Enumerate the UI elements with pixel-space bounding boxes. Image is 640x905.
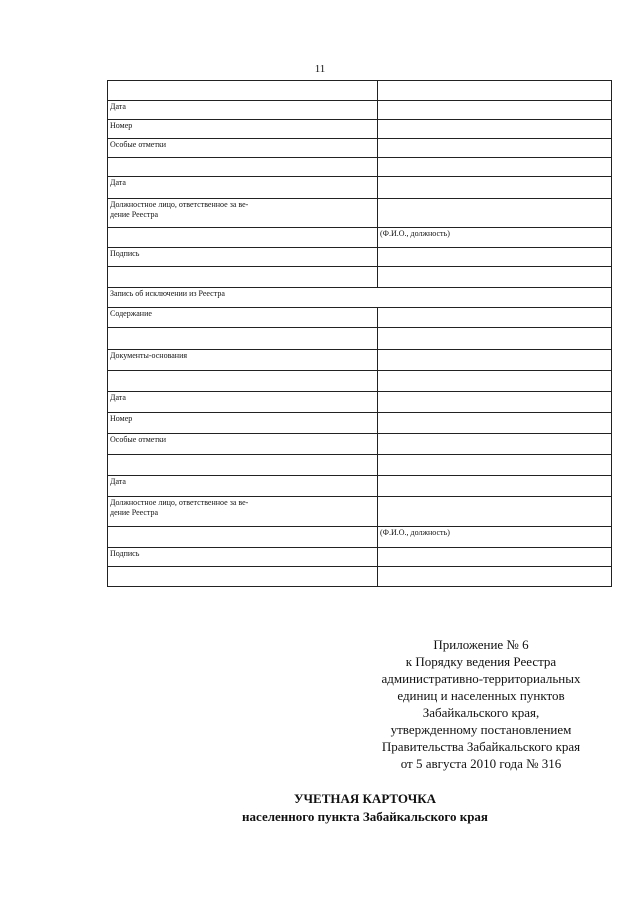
card-title: УЧЕТНАЯ КАРТОЧКА: [293, 791, 437, 806]
appendix-line: единиц и населенных пунктов: [397, 688, 565, 703]
table-row: [108, 308, 612, 328]
field-value-cell: [378, 350, 612, 371]
appendix-line: Правительства Забайкальского края: [381, 739, 581, 754]
field-value-cell: [378, 81, 612, 101]
field-label-cell: [108, 328, 378, 350]
field-value-cell: [378, 328, 612, 350]
table-row: [108, 267, 612, 288]
field-value-cell: [378, 434, 612, 455]
field-label-cell: Должностное лицо, ответственное за ве- дение Реестра: [108, 497, 378, 527]
table-row: [108, 497, 612, 527]
field-label-cell: [108, 567, 378, 587]
table-row: [108, 350, 612, 371]
table-row: [108, 328, 612, 350]
table-row: [108, 476, 612, 497]
appendix-line: утвержденному постановлением: [390, 722, 572, 737]
field-label-cell: [108, 81, 378, 101]
table-row: [108, 288, 612, 308]
table-row: [108, 228, 612, 248]
field-value-cell: [378, 548, 612, 567]
table-row: [108, 413, 612, 434]
field-value-cell: [378, 497, 612, 527]
appendix-line: Забайкальского края,: [422, 705, 540, 720]
field-value-cell: [378, 308, 612, 328]
table-row: [108, 158, 612, 177]
appendix-line: Приложение № 6: [433, 637, 529, 652]
field-label-cell: Номер: [108, 120, 378, 139]
field-value-cell: [378, 476, 612, 497]
field-label-cell: Особые отметки: [108, 139, 378, 158]
field-value-cell: [378, 567, 612, 587]
field-label-cell: [108, 371, 378, 392]
field-label-cell: Дата: [108, 177, 378, 199]
field-value-cell: [378, 101, 612, 120]
field-label-cell: Дата: [108, 476, 378, 497]
field-label-cell: [108, 267, 378, 288]
table-row: [108, 248, 612, 267]
table-row: [108, 139, 612, 158]
field-value-cell: [378, 371, 612, 392]
field-value-cell: [378, 455, 612, 476]
appendix-line: к Порядку ведения Реестра: [405, 654, 557, 669]
field-label-cell: Дата: [108, 392, 378, 413]
table-row: [108, 199, 612, 228]
field-label-cell: Особые отметки: [108, 434, 378, 455]
field-value-cell: [378, 392, 612, 413]
table-row: [108, 392, 612, 413]
field-label-cell: Подпись: [108, 248, 378, 267]
table-row: [108, 567, 612, 587]
field-value-cell: [378, 248, 612, 267]
field-value-cell: [378, 120, 612, 139]
page-number: 11: [314, 63, 326, 75]
table-row: [108, 548, 612, 567]
field-value-cell: [378, 199, 612, 228]
appendix-line: административно-территориальных: [381, 671, 581, 686]
table-row: [108, 81, 612, 101]
table-row: [108, 527, 612, 548]
field-label-cell: Должностное лицо, ответственное за ве- дение Реестра: [108, 199, 378, 228]
appendix-line: от 5 августа 2010 года № 316: [400, 756, 562, 771]
field-label-cell: Документы-основания: [108, 350, 378, 371]
field-label-cell: Подпись: [108, 548, 378, 567]
field-value-cell: [378, 158, 612, 177]
section-heading-cell: Запись об исключении из Реестра: [108, 288, 612, 308]
appendix-block: [348, 636, 614, 772]
field-value-cell: [378, 177, 612, 199]
field-value-cell: [378, 267, 612, 288]
field-label-cell: Дата: [108, 101, 378, 120]
card-heading: [0, 790, 640, 826]
field-value-cell: [378, 139, 612, 158]
field-value-cell: [378, 413, 612, 434]
table-row: [108, 455, 612, 476]
table-row: [108, 371, 612, 392]
card-subtitle: населенного пункта Забайкальского края: [242, 809, 488, 824]
field-label-cell: [108, 527, 378, 548]
registry-form-table: [107, 80, 612, 587]
fio-caption-cell: (Ф.И.О., должность): [378, 228, 612, 248]
field-label-cell: [108, 455, 378, 476]
table-row: [108, 434, 612, 455]
fio-caption-cell: (Ф.И.О., должность): [378, 527, 612, 548]
field-label-cell: [108, 158, 378, 177]
field-label-cell: Содержание: [108, 308, 378, 328]
table-row: [108, 120, 612, 139]
field-label-cell: [108, 228, 378, 248]
table-row: [108, 101, 612, 120]
field-label-cell: Номер: [108, 413, 378, 434]
table-row: [108, 177, 612, 199]
